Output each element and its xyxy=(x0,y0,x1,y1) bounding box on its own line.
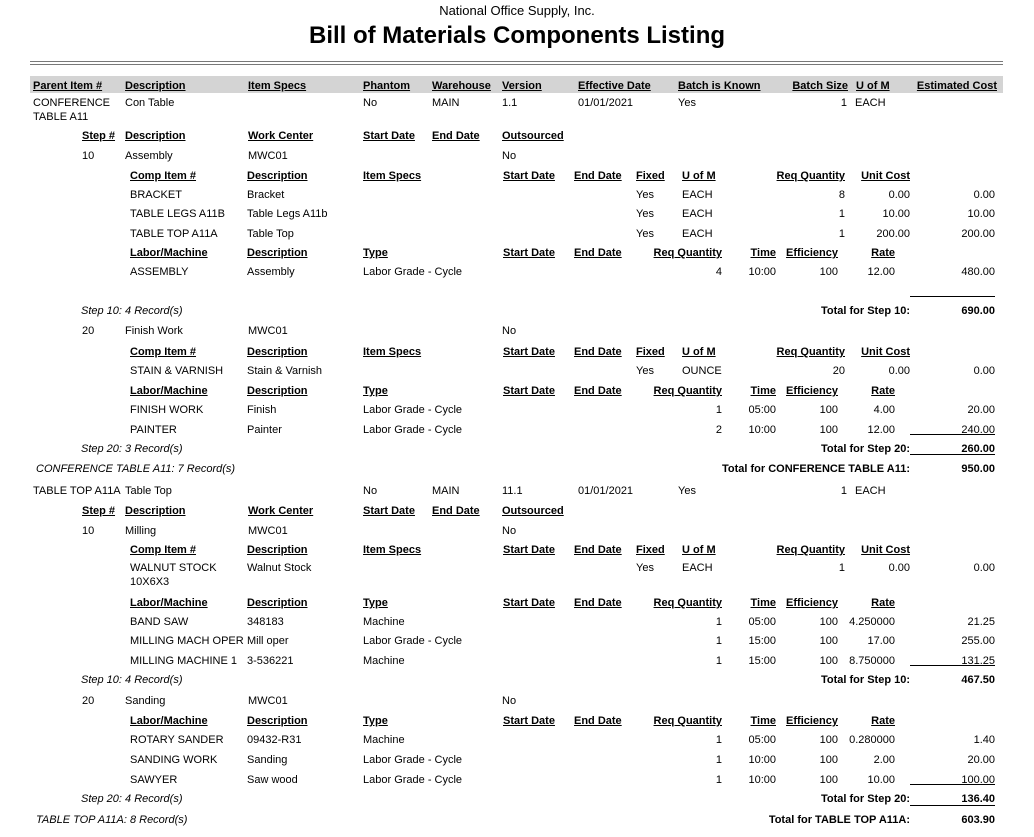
labor-type: Labor Grade - Cycle xyxy=(363,424,463,436)
parent-parent-item: CONFERENCE TABLE A11 xyxy=(33,97,111,123)
step-step: 20 xyxy=(82,695,95,707)
chdr-item-specs: Item Specs xyxy=(363,170,422,182)
parent-description: Con Table xyxy=(125,97,175,109)
chdr-description: Description xyxy=(247,170,308,182)
shdr-step: Step # xyxy=(82,130,116,142)
labor-time: 10:00 xyxy=(748,774,776,786)
lhdr-rate: Rate xyxy=(871,715,895,727)
parent-parent-item: TABLE TOP A11A xyxy=(33,485,121,497)
total-note: Step 10: 4 Record(s) xyxy=(81,305,183,317)
lhdr-start-date: Start Date xyxy=(503,715,555,727)
labor-time: 10:00 xyxy=(748,754,776,766)
parent-uom: EACH xyxy=(855,485,886,497)
labor-description: Saw wood xyxy=(247,774,298,786)
comp-req-qty: 20 xyxy=(832,365,845,377)
chdr-item-specs: Item Specs xyxy=(363,346,422,358)
lhdr-req-qty: Req Quantity xyxy=(653,385,722,397)
chdr-fixed: Fixed xyxy=(636,544,665,556)
labor-rate: 17.00 xyxy=(867,635,895,647)
parent-warehouse: MAIN xyxy=(432,97,460,109)
labor-description: Finish xyxy=(247,404,277,416)
labor-rate: 4.00 xyxy=(873,404,895,416)
parent-effective-date: 01/01/2021 xyxy=(578,97,634,109)
ghdr-description: Description xyxy=(125,80,186,92)
shdr-work-center: Work Center xyxy=(248,130,314,142)
comp-uom: EACH xyxy=(682,228,713,240)
comp-comp-item: TABLE TOP A11A xyxy=(130,228,218,240)
parent-phantom: No xyxy=(363,97,378,109)
lhdr-labor-machine: Labor/Machine xyxy=(130,385,208,397)
ptotal-amount: 603.90 xyxy=(910,805,995,827)
parent-batch-known: Yes xyxy=(678,97,696,109)
comp-amount: 0.00 xyxy=(973,365,995,377)
labor-description: 09432-R31 xyxy=(247,734,302,746)
labor-rate: 2.00 xyxy=(873,754,895,766)
title-divider xyxy=(30,61,1003,65)
labor-efficiency: 100 xyxy=(819,774,838,786)
lhdr-time: Time xyxy=(750,715,776,727)
labor-labor-machine: ASSEMBLY xyxy=(130,266,189,278)
labor-labor-machine: ROTARY SANDER xyxy=(130,734,224,746)
labor-description: 348183 xyxy=(247,616,284,628)
comp-comp-item: TABLE LEGS A11B xyxy=(130,208,225,220)
labor-time: 10:00 xyxy=(748,266,776,278)
lhdr-description: Description xyxy=(247,385,308,397)
ptotal-note: TABLE TOP A11A: 8 Record(s) xyxy=(36,814,188,826)
parent-version: 1.1 xyxy=(502,97,518,109)
labor-time: 05:00 xyxy=(748,734,776,746)
parent-description: Table Top xyxy=(125,485,172,497)
labor-type: Machine xyxy=(363,734,405,746)
step-work-center: MWC01 xyxy=(248,325,288,337)
ghdr-item-specs: Item Specs xyxy=(248,80,307,92)
chdr-start-date: Start Date xyxy=(503,544,555,556)
shdr-outsourced: Outsourced xyxy=(502,130,564,142)
step-step: 10 xyxy=(82,525,95,537)
ptotal-amount: 950.00 xyxy=(910,454,995,476)
ghdr-batch-known: Batch is Known xyxy=(678,80,761,92)
comp-amount: 0.00 xyxy=(973,562,995,574)
labor-req-qty: 1 xyxy=(715,404,722,416)
labor-efficiency: 100 xyxy=(819,635,838,647)
parent-batch-size: 1 xyxy=(840,485,847,497)
labor-description: Assembly xyxy=(247,266,295,278)
comp-req-qty: 1 xyxy=(838,208,845,220)
labor-rate: 8.750000 xyxy=(849,655,895,667)
lhdr-req-qty: Req Quantity xyxy=(653,247,722,259)
shdr-start-date: Start Date xyxy=(363,130,415,142)
labor-type: Labor Grade - Cycle xyxy=(363,266,463,278)
comp-fixed: Yes xyxy=(636,562,654,574)
shdr-outsourced: Outsourced xyxy=(502,505,564,517)
comp-uom: EACH xyxy=(682,562,713,574)
lhdr-end-date: End Date xyxy=(574,247,622,259)
lhdr-type: Type xyxy=(363,597,388,609)
total-label: Total for Step 20: xyxy=(820,793,910,805)
chdr-req-qty: Req Quantity xyxy=(776,346,845,358)
step-description: Sanding xyxy=(125,695,166,707)
comp-comp-item: WALNUT STOCK 10X6X3 xyxy=(130,562,217,588)
lhdr-time: Time xyxy=(750,385,776,397)
total-amount: 467.50 xyxy=(910,665,995,687)
ghdr-warehouse: Warehouse xyxy=(432,80,491,92)
labor-description: Sanding xyxy=(247,754,288,766)
ghdr-phantom: Phantom xyxy=(363,80,411,92)
comp-req-qty: 1 xyxy=(838,562,845,574)
comp-description: Table Legs A11b xyxy=(247,208,328,220)
comp-amount: 200.00 xyxy=(961,228,995,240)
chdr-unit-cost: Unit Cost xyxy=(861,346,910,358)
labor-amount: 21.25 xyxy=(967,616,995,628)
labor-req-qty: 1 xyxy=(715,616,722,628)
comp-unit-cost: 0.00 xyxy=(888,562,910,574)
lhdr-labor-machine: Labor/Machine xyxy=(130,247,208,259)
shdr-description: Description xyxy=(125,505,186,517)
lhdr-rate: Rate xyxy=(871,597,895,609)
chdr-req-qty: Req Quantity xyxy=(776,170,845,182)
labor-time: 15:00 xyxy=(748,635,776,647)
chdr-description: Description xyxy=(247,544,308,556)
chdr-fixed: Fixed xyxy=(636,346,665,358)
lhdr-start-date: Start Date xyxy=(503,597,555,609)
ghdr-batch-size: Batch Size xyxy=(792,80,848,92)
labor-type: Labor Grade - Cycle xyxy=(363,635,463,647)
step-description: Assembly xyxy=(125,150,173,162)
chdr-uom: U of M xyxy=(682,346,716,358)
chdr-unit-cost: Unit Cost xyxy=(861,170,910,182)
labor-labor-machine: BAND SAW xyxy=(130,616,189,628)
comp-unit-cost: 0.00 xyxy=(888,365,910,377)
lhdr-type: Type xyxy=(363,715,388,727)
labor-req-qty: 1 xyxy=(715,635,722,647)
labor-rate: 4.250000 xyxy=(849,616,895,628)
chdr-fixed: Fixed xyxy=(636,170,665,182)
labor-description: 3-536221 xyxy=(247,655,294,667)
comp-uom: OUNCE xyxy=(682,365,722,377)
labor-labor-machine: MILLING MACHINE 1 xyxy=(130,655,237,667)
labor-amount: 100.00 xyxy=(961,774,995,786)
shdr-work-center: Work Center xyxy=(248,505,314,517)
comp-comp-item: BRACKET xyxy=(130,189,182,201)
parent-effective-date: 01/01/2021 xyxy=(578,485,634,497)
report-title: Bill of Materials Components Listing xyxy=(308,22,726,49)
labor-time: 05:00 xyxy=(748,616,776,628)
comp-description: Table Top xyxy=(247,228,294,240)
labor-req-qty: 4 xyxy=(715,266,722,278)
labor-amount: 20.00 xyxy=(967,404,995,416)
lhdr-end-date: End Date xyxy=(574,597,622,609)
labor-time: 05:00 xyxy=(748,404,776,416)
labor-efficiency: 100 xyxy=(819,734,838,746)
step-description: Milling xyxy=(125,525,157,537)
comp-fixed: Yes xyxy=(636,365,654,377)
chdr-start-date: Start Date xyxy=(503,170,555,182)
shdr-step: Step # xyxy=(82,505,116,517)
chdr-start-date: Start Date xyxy=(503,346,555,358)
total-label: Total for Step 10: xyxy=(820,305,910,317)
labor-req-qty: 1 xyxy=(715,774,722,786)
chdr-end-date: End Date xyxy=(574,346,622,358)
labor-amount: 131.25 xyxy=(961,655,995,667)
lhdr-rate: Rate xyxy=(871,385,895,397)
shdr-description: Description xyxy=(125,130,186,142)
labor-rate: 0.280000 xyxy=(849,734,895,746)
company-name: National Office Supply, Inc. xyxy=(439,3,595,18)
parent-batch-known: Yes xyxy=(678,485,696,497)
ghdr-effective-date: Effective Date xyxy=(578,80,651,92)
chdr-end-date: End Date xyxy=(574,544,622,556)
labor-labor-machine: SANDING WORK xyxy=(130,754,218,766)
comp-unit-cost: 0.00 xyxy=(888,189,910,201)
chdr-uom: U of M xyxy=(682,544,716,556)
total-amount: 690.00 xyxy=(910,296,995,318)
comp-uom: EACH xyxy=(682,208,713,220)
chdr-item-specs: Item Specs xyxy=(363,544,422,556)
chdr-comp-item: Comp Item # xyxy=(130,170,197,182)
lhdr-efficiency: Efficiency xyxy=(786,247,838,259)
labor-time: 15:00 xyxy=(748,655,776,667)
comp-fixed: Yes xyxy=(636,189,654,201)
ptotal-label: Total for TABLE TOP A11A: xyxy=(768,814,910,826)
comp-description: Bracket xyxy=(247,189,285,201)
labor-efficiency: 100 xyxy=(819,266,838,278)
lhdr-rate: Rate xyxy=(871,247,895,259)
lhdr-description: Description xyxy=(247,247,308,259)
lhdr-end-date: End Date xyxy=(574,715,622,727)
step-outsourced: No xyxy=(502,695,517,707)
labor-labor-machine: FINISH WORK xyxy=(130,404,204,416)
labor-rate: 10.00 xyxy=(867,774,895,786)
lhdr-start-date: Start Date xyxy=(503,385,555,397)
comp-unit-cost: 200.00 xyxy=(876,228,910,240)
lhdr-type: Type xyxy=(363,247,388,259)
step-description: Finish Work xyxy=(125,325,183,337)
labor-description: Mill oper xyxy=(247,635,289,647)
parent-version: 11.1 xyxy=(502,485,523,497)
labor-efficiency: 100 xyxy=(819,655,838,667)
lhdr-efficiency: Efficiency xyxy=(786,715,838,727)
total-label: Total for Step 20: xyxy=(820,443,910,455)
labor-labor-machine: SAWYER xyxy=(130,774,178,786)
total-amount: 136.40 xyxy=(910,784,995,806)
labor-amount: 480.00 xyxy=(961,266,995,278)
comp-description: Stain & Varnish xyxy=(247,365,323,377)
lhdr-type: Type xyxy=(363,385,388,397)
ptotal-label: Total for CONFERENCE TABLE A11: xyxy=(721,463,910,475)
comp-description: Walnut Stock xyxy=(247,562,312,574)
labor-type: Machine xyxy=(363,655,405,667)
ghdr-parent-item: Parent Item # xyxy=(33,80,103,92)
lhdr-efficiency: Efficiency xyxy=(786,385,838,397)
step-outsourced: No xyxy=(502,325,517,337)
labor-rate: 12.00 xyxy=(867,266,895,278)
lhdr-description: Description xyxy=(247,597,308,609)
step-work-center: MWC01 xyxy=(248,695,288,707)
lhdr-efficiency: Efficiency xyxy=(786,597,838,609)
total-note: Step 20: 4 Record(s) xyxy=(81,793,183,805)
labor-amount: 20.00 xyxy=(967,754,995,766)
ptotal-note: CONFERENCE TABLE A11: 7 Record(s) xyxy=(36,463,236,475)
chdr-end-date: End Date xyxy=(574,170,622,182)
labor-rate: 12.00 xyxy=(867,424,895,436)
lhdr-end-date: End Date xyxy=(574,385,622,397)
labor-description: Painter xyxy=(247,424,282,436)
labor-type: Machine xyxy=(363,616,405,628)
ghdr-version: Version xyxy=(502,80,542,92)
comp-req-qty: 8 xyxy=(838,189,845,201)
shdr-end-date: End Date xyxy=(432,130,480,142)
parent-uom: EACH xyxy=(855,97,886,109)
step-work-center: MWC01 xyxy=(248,525,288,537)
chdr-req-qty: Req Quantity xyxy=(776,544,845,556)
labor-req-qty: 1 xyxy=(715,734,722,746)
lhdr-time: Time xyxy=(750,247,776,259)
comp-uom: EACH xyxy=(682,189,713,201)
step-step: 20 xyxy=(82,325,95,337)
labor-labor-machine: PAINTER xyxy=(130,424,177,436)
lhdr-req-qty: Req Quantity xyxy=(653,597,722,609)
total-amount: 260.00 xyxy=(910,434,995,456)
comp-amount: 0.00 xyxy=(973,189,995,201)
labor-type: Labor Grade - Cycle xyxy=(363,404,463,416)
labor-efficiency: 100 xyxy=(819,404,838,416)
parent-phantom: No xyxy=(363,485,378,497)
chdr-comp-item: Comp Item # xyxy=(130,544,197,556)
chdr-unit-cost: Unit Cost xyxy=(861,544,910,556)
lhdr-labor-machine: Labor/Machine xyxy=(130,597,208,609)
labor-amount: 1.40 xyxy=(973,734,995,746)
step-work-center: MWC01 xyxy=(248,150,288,162)
labor-amount: 255.00 xyxy=(961,635,995,647)
labor-req-qty: 2 xyxy=(715,424,722,436)
chdr-comp-item: Comp Item # xyxy=(130,346,197,358)
lhdr-description: Description xyxy=(247,715,308,727)
labor-type: Labor Grade - Cycle xyxy=(363,774,463,786)
comp-req-qty: 1 xyxy=(838,228,845,240)
comp-fixed: Yes xyxy=(636,208,654,220)
labor-amount: 240.00 xyxy=(961,424,995,436)
labor-efficiency: 100 xyxy=(819,754,838,766)
lhdr-req-qty: Req Quantity xyxy=(653,715,722,727)
total-note: Step 10: 4 Record(s) xyxy=(81,674,183,686)
comp-comp-item: STAIN & VARNISH xyxy=(130,365,224,377)
labor-req-qty: 1 xyxy=(715,754,722,766)
step-outsourced: No xyxy=(502,150,517,162)
step-outsourced: No xyxy=(502,525,517,537)
lhdr-labor-machine: Labor/Machine xyxy=(130,715,208,727)
parent-warehouse: MAIN xyxy=(432,485,460,497)
comp-amount: 10.00 xyxy=(967,208,995,220)
ghdr-uom: U of M xyxy=(856,80,890,92)
chdr-uom: U of M xyxy=(682,170,716,182)
comp-unit-cost: 10.00 xyxy=(882,208,910,220)
comp-fixed: Yes xyxy=(636,228,654,240)
shdr-end-date: End Date xyxy=(432,505,480,517)
total-label: Total for Step 10: xyxy=(820,674,910,686)
ghdr-est-cost: Estimated Cost xyxy=(916,80,997,92)
parent-batch-size: 1 xyxy=(840,97,847,109)
labor-labor-machine: MILLING MACH OPER xyxy=(130,635,244,647)
lhdr-time: Time xyxy=(750,597,776,609)
step-step: 10 xyxy=(82,150,95,162)
chdr-description: Description xyxy=(247,346,308,358)
labor-efficiency: 100 xyxy=(819,616,838,628)
total-note: Step 20: 3 Record(s) xyxy=(81,443,183,455)
shdr-start-date: Start Date xyxy=(363,505,415,517)
labor-req-qty: 1 xyxy=(715,655,722,667)
lhdr-start-date: Start Date xyxy=(503,247,555,259)
labor-time: 10:00 xyxy=(748,424,776,436)
labor-efficiency: 100 xyxy=(819,424,838,436)
labor-type: Labor Grade - Cycle xyxy=(363,754,463,766)
